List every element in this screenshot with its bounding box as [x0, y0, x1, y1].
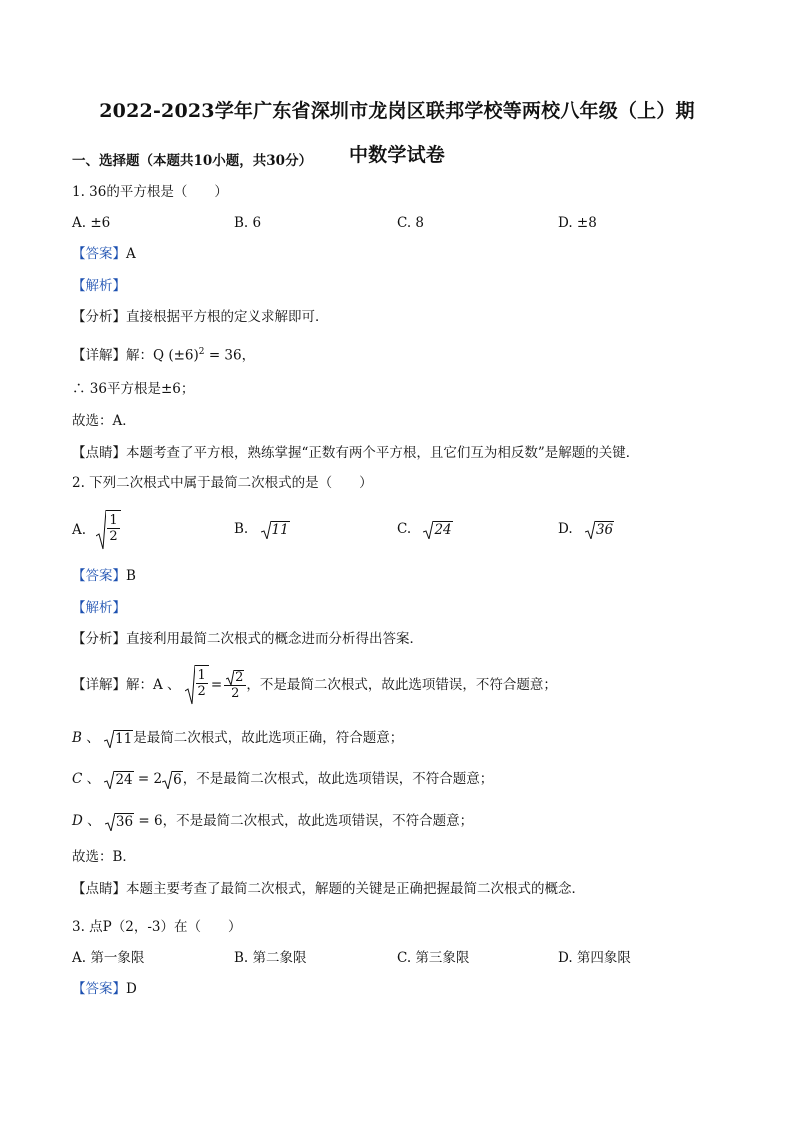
q1-option-a: A. ±6	[72, 215, 111, 231]
page-title-line2: 中数学试卷	[348, 144, 445, 166]
q2-detail	[72, 664, 557, 706]
q3-stem: 3. 点P（2，-3）在（ ）	[72, 919, 242, 935]
option-letter: D	[72, 813, 83, 829]
answer-value: D	[126, 981, 137, 997]
q1-option-c: C. 8	[397, 215, 425, 231]
q1-choose: 故选：A．	[72, 413, 136, 429]
q1-fenxi	[72, 308, 329, 326]
fenxi-text: 直接利用最简二次根式的概念进而分析得出答案．	[126, 631, 423, 647]
radical-sign-icon	[104, 771, 114, 789]
sqrt-expression	[261, 521, 290, 539]
sqrt-expression	[585, 521, 614, 539]
sqrt-expression	[423, 521, 452, 539]
detail-b-text: 是最简二次根式，故此选项正确，符合题意；	[133, 730, 404, 746]
comment-tag: 【点睛】	[72, 445, 126, 461]
radical-sign-icon	[226, 670, 234, 685]
equals-value: = 2	[133, 771, 163, 787]
q1-stem: 1. 36的平方根是（ ）	[72, 184, 228, 200]
q2-option-c	[397, 520, 453, 539]
radicand: 24	[115, 771, 133, 788]
radical-sign-icon	[162, 771, 172, 789]
q3-option-d: D. 第四象限	[558, 950, 631, 966]
equals-value: = 6	[134, 813, 163, 829]
q1-comment	[72, 444, 639, 462]
radicand: 11	[115, 730, 133, 747]
detail-tag: 【详解】	[72, 347, 126, 364]
q3-option-a: A. 第一象限	[72, 950, 145, 966]
radical-sign-icon	[261, 521, 271, 539]
page-title-line1: 2022-2023学年广东省深圳市龙岗区联邦学校等两校八年级（上）期	[99, 100, 695, 122]
fraction-numerator	[224, 670, 246, 686]
sqrt-fraction	[185, 665, 209, 705]
fenxi-text: 直接根据平方根的定义求解即可．	[126, 309, 329, 325]
detail-d-text: ，不是最简二次根式，故此选项错误，不符合题意；	[162, 813, 474, 829]
detail-suffix: = 36，	[204, 347, 256, 364]
detail-prefix: 解：A 、	[126, 677, 181, 693]
comment-text: 本题考查了平方根，熟练掌握“正数有两个平方根，且它们互为相反数”是解题的关键．	[126, 445, 640, 461]
detail-prefix: 解：Q (±6)	[126, 347, 199, 364]
fraction-denominator: 2	[231, 685, 240, 701]
comment-text: 本题主要考查了最简二次根式，解题的关键是正确把握最简二次根式的概念．	[126, 881, 585, 897]
radicand: 6	[173, 771, 182, 788]
q2-option-d	[558, 520, 614, 539]
detail-c-text: ，不是最简二次根式，故此选项错误，不符合题意；	[182, 771, 494, 787]
fraction	[107, 513, 119, 544]
fraction-denominator: 2	[197, 684, 206, 699]
radical-sign-icon	[96, 510, 106, 550]
answer-value: A	[126, 246, 136, 262]
detail-suffix: ，不是最简二次根式，故此选项错误，不符合题意；	[246, 677, 557, 693]
q3-option-c: C. 第三象限	[397, 950, 470, 966]
option-b-label: B.	[234, 521, 249, 537]
sqrt-expression	[162, 771, 183, 789]
q2-comment	[72, 880, 585, 898]
separator: 、	[82, 771, 101, 787]
sqrt-expression	[226, 670, 244, 685]
q3-answer	[72, 980, 137, 998]
fraction-numerator: 1	[109, 513, 118, 528]
radical-sign-icon	[104, 730, 114, 748]
radical-sign-icon	[585, 521, 595, 539]
radical-sign-icon	[105, 813, 115, 831]
radicand: 2	[235, 669, 244, 685]
answer-tag: 【答案】	[72, 981, 126, 997]
sqrt-fraction	[96, 510, 120, 550]
answer-tag: 【答案】	[72, 568, 126, 584]
q1-answer	[72, 245, 136, 263]
q1-option-d: D. ±8	[558, 215, 597, 231]
option-d-label: D.	[558, 521, 573, 537]
answer-value: B	[126, 568, 136, 584]
fraction-numerator: 1	[197, 668, 206, 683]
q2-fenxi	[72, 630, 423, 648]
q2-detail-c	[72, 770, 493, 789]
radical-sign-icon	[423, 521, 433, 539]
q1-option-b: B. 6	[234, 215, 262, 231]
q2-analysis-tag: 【解析】	[72, 600, 126, 616]
equals-sign: =	[210, 677, 223, 693]
q1-therefore: ∴ 36平方根是±6；	[72, 381, 195, 397]
section-heading: 一、选择题（本题共10小题，共30分）	[72, 153, 313, 169]
separator: 、	[82, 813, 101, 829]
answer-tag: 【答案】	[72, 246, 126, 262]
radicand: 11	[271, 521, 289, 538]
option-letter: B	[72, 730, 82, 746]
separator: 、	[81, 730, 100, 746]
q2-option-a	[72, 510, 121, 550]
fraction	[224, 670, 246, 701]
fenxi-tag: 【分析】	[72, 309, 126, 325]
fraction	[196, 668, 208, 699]
fenxi-tag: 【分析】	[72, 631, 126, 647]
q2-choose: 故选：B．	[72, 849, 136, 865]
sqrt-expression	[104, 730, 133, 748]
q3-option-b: B. 第二象限	[234, 950, 307, 966]
q2-answer	[72, 567, 136, 585]
q2-stem: 2. 下列二次根式中属于最简二次根式的是（ ）	[72, 475, 373, 491]
option-c-label: C.	[397, 521, 412, 537]
q1-detail	[72, 343, 255, 365]
q1-analysis-tag: 【解析】	[72, 278, 126, 294]
radicand: 24	[434, 521, 452, 538]
radicand: 36	[595, 521, 614, 538]
detail-exponent: 2	[198, 347, 205, 357]
q2-option-b	[234, 520, 290, 539]
fraction-denominator: 2	[109, 529, 118, 544]
sqrt-expression	[105, 813, 134, 831]
q2-detail-d	[72, 812, 473, 831]
radical-sign-icon	[185, 665, 195, 705]
detail-tag: 【详解】	[72, 677, 126, 693]
comment-tag: 【点睛】	[72, 881, 126, 897]
radicand: 36	[115, 813, 134, 830]
q2-detail-b	[72, 729, 403, 748]
sqrt-expression	[104, 771, 133, 789]
option-a-label: A.	[72, 522, 87, 538]
option-letter: C	[72, 771, 83, 787]
